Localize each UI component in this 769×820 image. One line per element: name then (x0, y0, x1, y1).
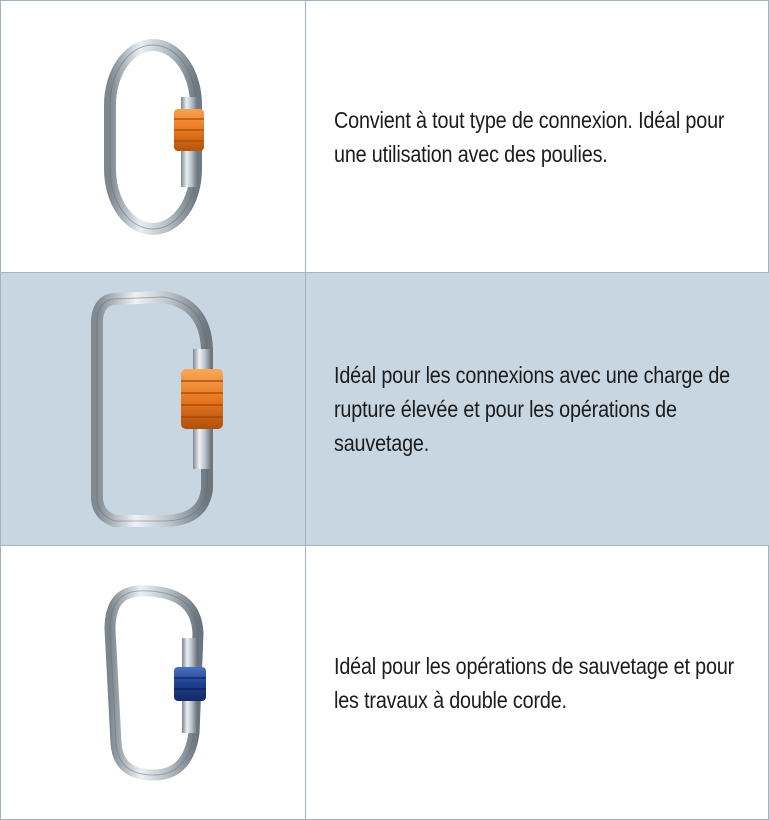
row-3-image-cell (1, 546, 306, 819)
oval-screwgate-carabiner-icon (88, 37, 218, 237)
row-2-image-cell (1, 273, 306, 546)
row-3-description-cell (306, 546, 769, 819)
row-1-image-cell (1, 1, 306, 273)
row-2-description-cell (306, 273, 769, 546)
row-1-description-cell (306, 1, 769, 273)
d-shape-screwgate-carabiner-icon (83, 289, 223, 529)
row-1-description: Convient à tout type de connexion. Idéal pour une utilisation avec des poulies. (334, 106, 725, 167)
hms-screwgate-carabiner-icon (98, 583, 208, 783)
row-3-description: Idéal pour les opérations de sauvetage et pour les travaux à double corde. (334, 652, 735, 713)
row-2-description: Idéal pour les connexions avec une charge de rupture élevée et pour les opérations de sauvetage. (334, 362, 731, 456)
